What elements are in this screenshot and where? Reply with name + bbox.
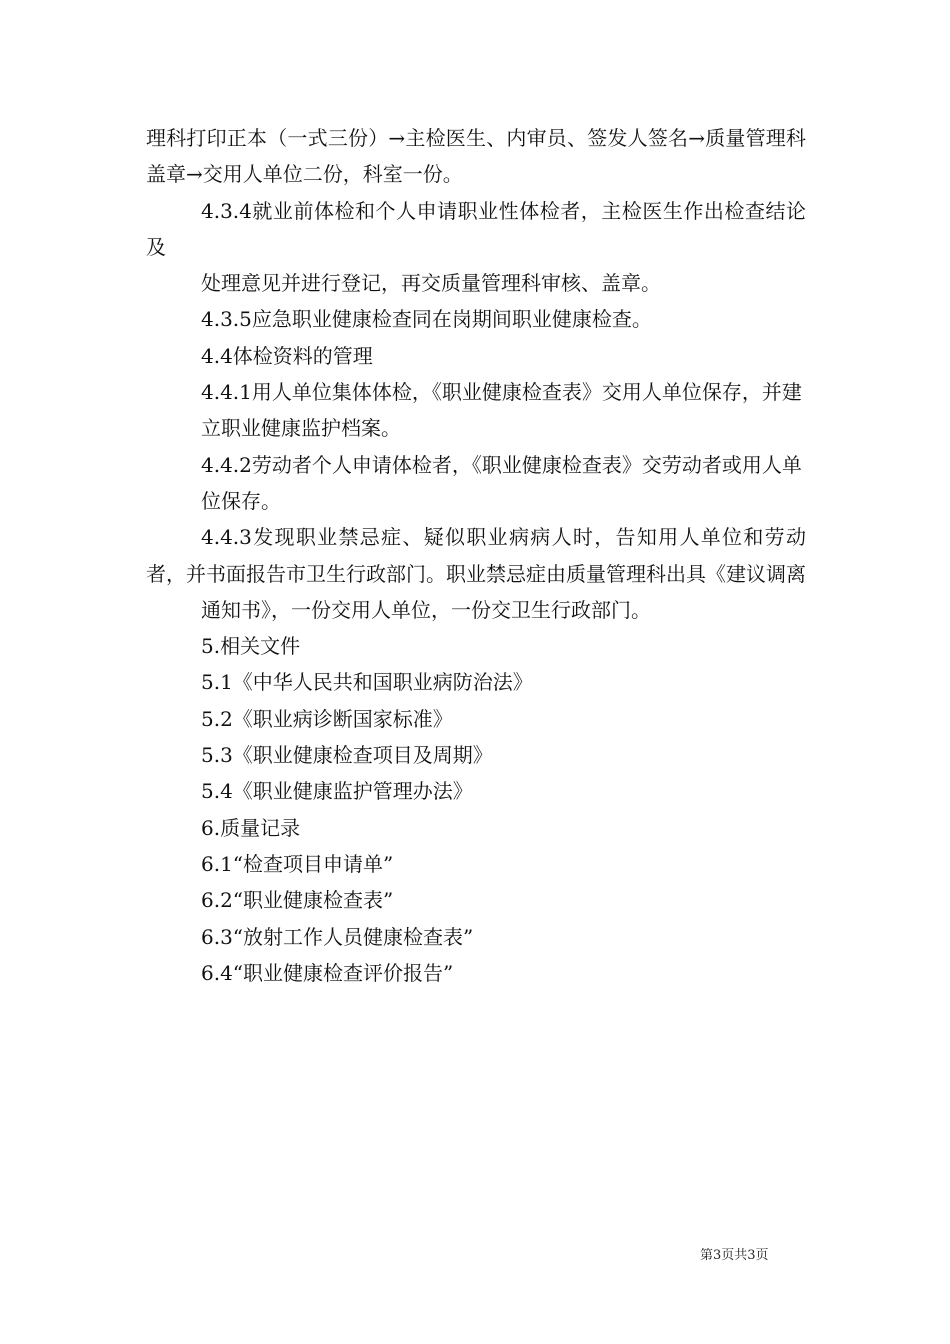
section-heading-4-4: 4.4体检资料的管理 bbox=[201, 343, 373, 368]
list-item-5-2: 5.2《职业病诊断国家标准》 bbox=[201, 706, 453, 731]
paragraph-1: 理科打印正本（一式三份）→主检医生、内审员、签发人签名→质量管理科盖章→交用人单位二份，科室一份。 bbox=[146, 126, 806, 187]
paragraph-9: 位保存。 bbox=[201, 488, 281, 513]
page-number: 第3页共3页 bbox=[700, 1248, 769, 1263]
paragraph-3: 处理意见并进行登记，再交质量管理科审核、盖章。 bbox=[201, 271, 661, 296]
section-heading-5: 5.相关文件 bbox=[201, 634, 301, 659]
section-heading-6: 6.质量记录 bbox=[201, 815, 301, 840]
list-item-6-4: 6.4“职业健康检查评价报告” bbox=[201, 960, 454, 985]
list-item-6-1: 6.1“检查项目申请单” bbox=[201, 851, 394, 876]
paragraph-4: 4.3.5应急职业健康检查同在岗期间职业健康检查。 bbox=[201, 307, 652, 332]
paragraph-6: 4.4.1用人单位集体体检，《职业健康检查表》交用人单位保存，并建 bbox=[201, 380, 802, 405]
list-item-6-2: 6.2“职业健康检查表” bbox=[201, 888, 394, 913]
list-item-5-4: 5.4《职业健康监护管理办法》 bbox=[201, 779, 473, 804]
list-item-5-1: 5.1《中华人民共和国职业病防治法》 bbox=[201, 670, 533, 695]
paragraph-8: 4.4.2劳动者个人申请体检者，《职业健康检查表》交劳动者或用人单 bbox=[201, 452, 802, 477]
paragraph-10: 4.4.3发现职业禁忌症、疑似职业病病人时，告知用人单位和劳动者，并书面报告市卫生行政部门。职业禁忌症由质量管理科出具《建议调离 bbox=[146, 525, 806, 586]
list-item-6-3: 6.3“放射工作人员健康检查表” bbox=[201, 924, 474, 949]
paragraph-2: 4.3.4就业前体检和个人申请职业性体检者，主检医生作出检查结论及 bbox=[146, 198, 806, 259]
paragraph-11: 通知书》，一份交用人单位，一份交卫生行政部门。 bbox=[201, 597, 651, 622]
list-item-5-3: 5.3《职业健康检查项目及周期》 bbox=[201, 743, 493, 768]
paragraph-7: 立职业健康监护档案。 bbox=[201, 416, 401, 441]
document-body bbox=[146, 120, 806, 991]
